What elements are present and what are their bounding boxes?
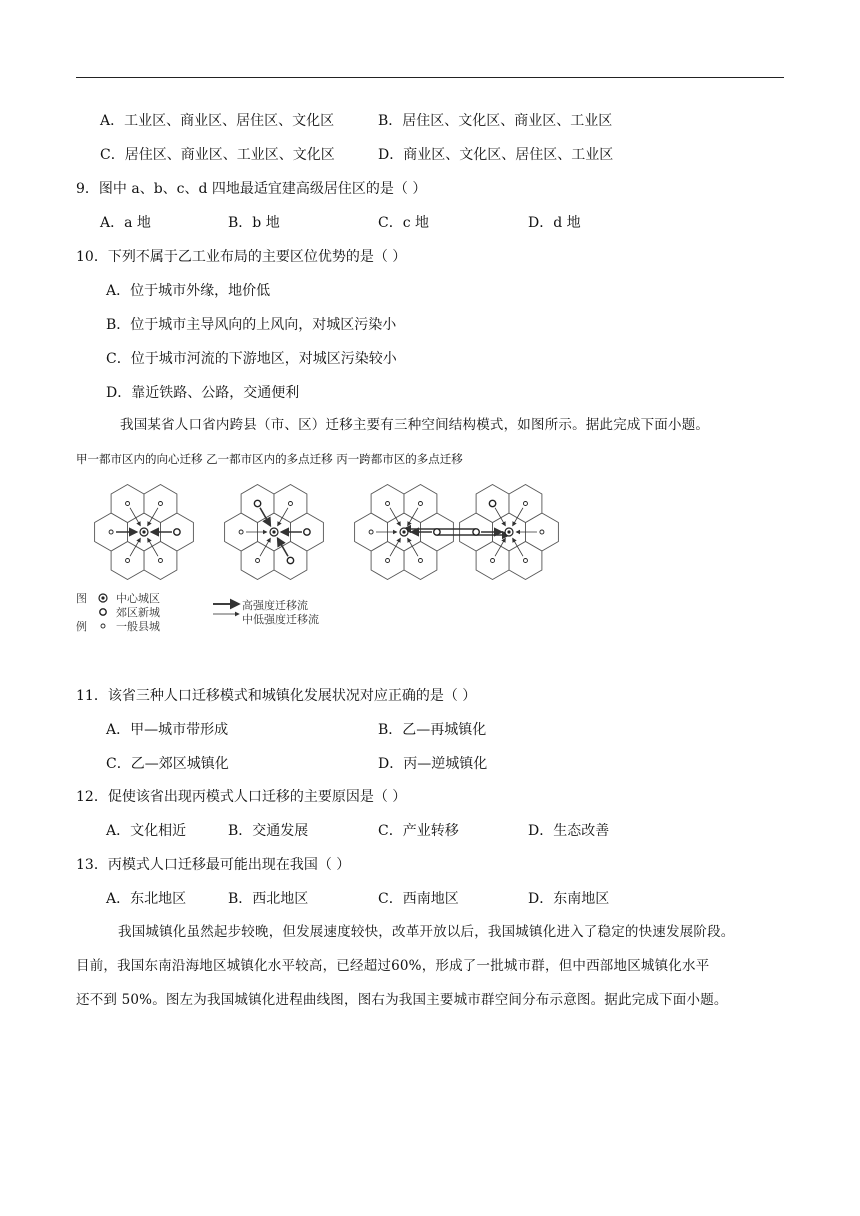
legend-county: 一般县城 <box>116 620 160 633</box>
legend-title-bottom: 例 <box>76 620 87 633</box>
pattern-bing-left-county-town <box>369 530 373 534</box>
q10-option-a: A．位于城市外缘，地价低 <box>106 283 271 299</box>
pattern-bing-right-county-town <box>540 530 544 534</box>
migration-pattern-figure <box>74 470 574 590</box>
q11-option-c: C．乙—郊区城镇化 <box>106 756 229 772</box>
q10-stem: 10．下列不属于乙工业布局的主要区位优势的是（ ） <box>76 249 407 265</box>
q10-option-b: B．位于城市主导风向的上风向，对城区污染小 <box>106 317 397 333</box>
pattern-jia-county-town <box>126 559 130 563</box>
legend-high-flow: 高强度迁移流 <box>242 599 308 612</box>
q12-option-d: D．生态改善 <box>528 823 610 839</box>
legend-low-flow: 中低强度迁移流 <box>242 613 319 626</box>
intro-paragraph-2-line-3: 还不到 50%。图左为我国城镇化进程曲线图，图右为我国主要城市群空间分布示意图。据此完成下面小题。 <box>76 992 728 1008</box>
pattern-jia-county-town <box>109 530 113 534</box>
legend-center: 中心城区 <box>116 592 160 605</box>
legend-suburb: 郊区新城 <box>116 606 160 619</box>
q9-option-b: B．b 地 <box>228 215 280 231</box>
q11-option-a: A．甲—城市带形成 <box>106 722 229 738</box>
pattern-bing-right-county-town <box>491 559 495 563</box>
pattern-bing-right-county-town <box>523 502 527 506</box>
q10-option-d: D．靠近铁路、公路，交通便利 <box>106 385 300 401</box>
pattern-yi-suburb-city <box>304 529 310 535</box>
q13-option-d: D．东南地区 <box>528 891 610 907</box>
q12-option-b: B．交通发展 <box>228 823 309 839</box>
legend-arrows <box>212 598 242 618</box>
intro-paragraph-2-line-2: 目前，我国东南沿海地区城镇化水平较高，已经超过60%，形成了一批城市群，但中西部地区城镇化水平 <box>76 958 710 974</box>
q8-option-d: D．商业区、文化区、居住区、工业区 <box>378 147 614 163</box>
pattern-jia-suburb-city <box>174 529 180 535</box>
q9-stem: 9．图中 a、b、c、d 四地最适宜建高级居住区的是（ ） <box>76 181 427 197</box>
intro-paragraph-1: 我国某省人口省内跨县（市、区）迁移主要有三种空间结构模式，如图所示。据此完成下面小题。 <box>120 417 710 433</box>
pattern-yi-county-town <box>288 502 292 506</box>
pattern-bing-right-suburb-city <box>489 500 495 506</box>
pattern-bing-left-suburb-city <box>434 529 440 535</box>
header-rule <box>76 77 784 78</box>
pattern-bing-left-county-town <box>386 502 390 506</box>
q11-stem: 11．该省三种人口迁移模式和城镇化发展状况对应正确的是（ ） <box>76 688 477 704</box>
q11-option-b: B．乙—再城镇化 <box>378 722 487 738</box>
pattern-bing-left-county-town <box>418 559 422 563</box>
q13-stem: 13．丙模式人口迁移最可能出现在我国（ ） <box>76 857 351 873</box>
q8-option-a: A．工业区、商业区、居住区、文化区 <box>100 113 335 129</box>
q8-option-c: C．居住区、商业区、工业区、文化区 <box>100 147 335 163</box>
q13-option-b: B．西北地区 <box>228 891 309 907</box>
intro-paragraph-2-line-1: 我国城镇化虽然起步较晚，但发展速度较快，改革开放以后，我国城镇化进入了稳定的快速发展阶段。 <box>118 924 735 940</box>
pattern-jia-county-town <box>158 559 162 563</box>
q13-option-a: A．东北地区 <box>106 891 187 907</box>
suburb-city-icon <box>100 609 106 615</box>
county-town-icon <box>101 624 105 628</box>
q12-option-c: C．产业转移 <box>378 823 459 839</box>
pattern-yi-suburb-city <box>254 500 260 506</box>
pattern-jia-county-town <box>158 502 162 506</box>
pattern-bing-left-county-town <box>418 502 422 506</box>
q8-option-b: B．居住区、文化区、商业区、工业区 <box>378 113 613 129</box>
q12-option-a: A．文化相近 <box>106 823 187 839</box>
pattern-yi-suburb-city <box>287 557 293 563</box>
pattern-yi-county-town <box>239 530 243 534</box>
legend-title-top: 图 <box>76 592 87 605</box>
pattern-bing-left-county-town <box>386 559 390 563</box>
q11-option-d: D．丙—逆城镇化 <box>378 756 488 772</box>
q9-option-a: A．a 地 <box>100 215 151 231</box>
q10-option-c: C．位于城市河流的下游地区，对城区污染较小 <box>106 351 397 367</box>
q13-option-c: C．西南地区 <box>378 891 459 907</box>
figure-caption: 甲一都市区内的向心迁移 乙一都市区内的多点迁移 丙一跨都市区的多点迁移 <box>76 452 463 466</box>
q12-stem: 12．促使该省出现丙模式人口迁移的主要原因是（ ） <box>76 789 407 805</box>
q9-option-c: C．c 地 <box>378 215 430 231</box>
pattern-bing-right-suburb-city <box>473 529 479 535</box>
pattern-bing-right-county-town <box>523 559 527 563</box>
q9-option-d: D．d 地 <box>528 215 581 231</box>
legend-symbols <box>98 592 108 636</box>
pattern-jia-county-town <box>126 502 130 506</box>
pattern-yi-county-town <box>256 559 260 563</box>
